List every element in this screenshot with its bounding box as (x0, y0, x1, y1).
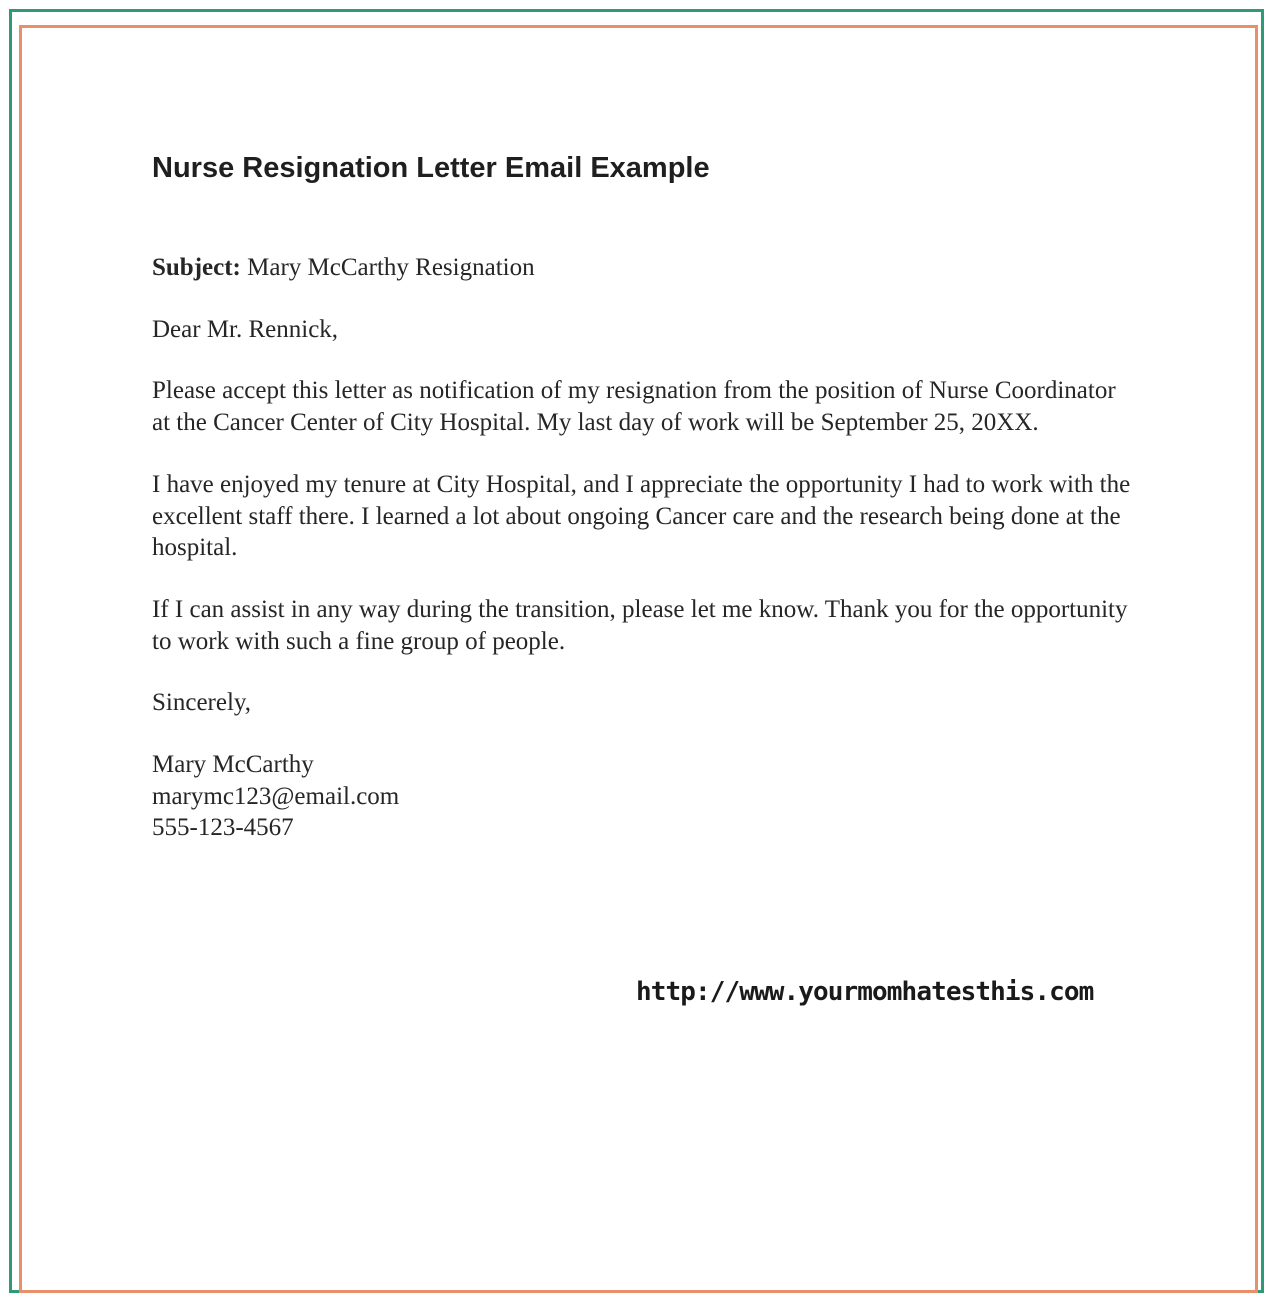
letter-body (152, 252, 1132, 844)
signature-block (152, 749, 1132, 844)
website-url: http://www.yourmomhatesthis.com (636, 977, 1094, 1007)
paragraph-2: I have enjoyed my tenure at City Hospital, and I appreciate the opportunity I had to work with the excellent staff there. I learned a lot about ongoing Cancer care and the research being done at the hospital. (152, 470, 1131, 562)
signature-name: Mary McCarthy (152, 751, 314, 779)
subject-value: Mary McCarthy Resignation (240, 254, 535, 281)
signature-email: marymc123@email.com (152, 782, 400, 810)
greeting: Dear Mr. Rennick, (152, 315, 339, 343)
page-title: Nurse Resignation Letter Email Example (152, 152, 710, 184)
closing: Sincerely, (152, 689, 252, 717)
subject-line (152, 252, 1132, 284)
subject-label: Subject: (152, 254, 241, 281)
paragraph-1: Please accept this letter as notification of my resignation from the position of Nurse Coordinator at the Cancer Center of City Hospital. My last day of work will be September 25, 20XX. (152, 377, 1116, 437)
paragraph-3: If I can assist in any way during the transition, please let me know. Thank you for the opportunity to work with such a fine group of people. (152, 595, 1128, 655)
signature-phone: 555-123-4567 (152, 814, 294, 842)
